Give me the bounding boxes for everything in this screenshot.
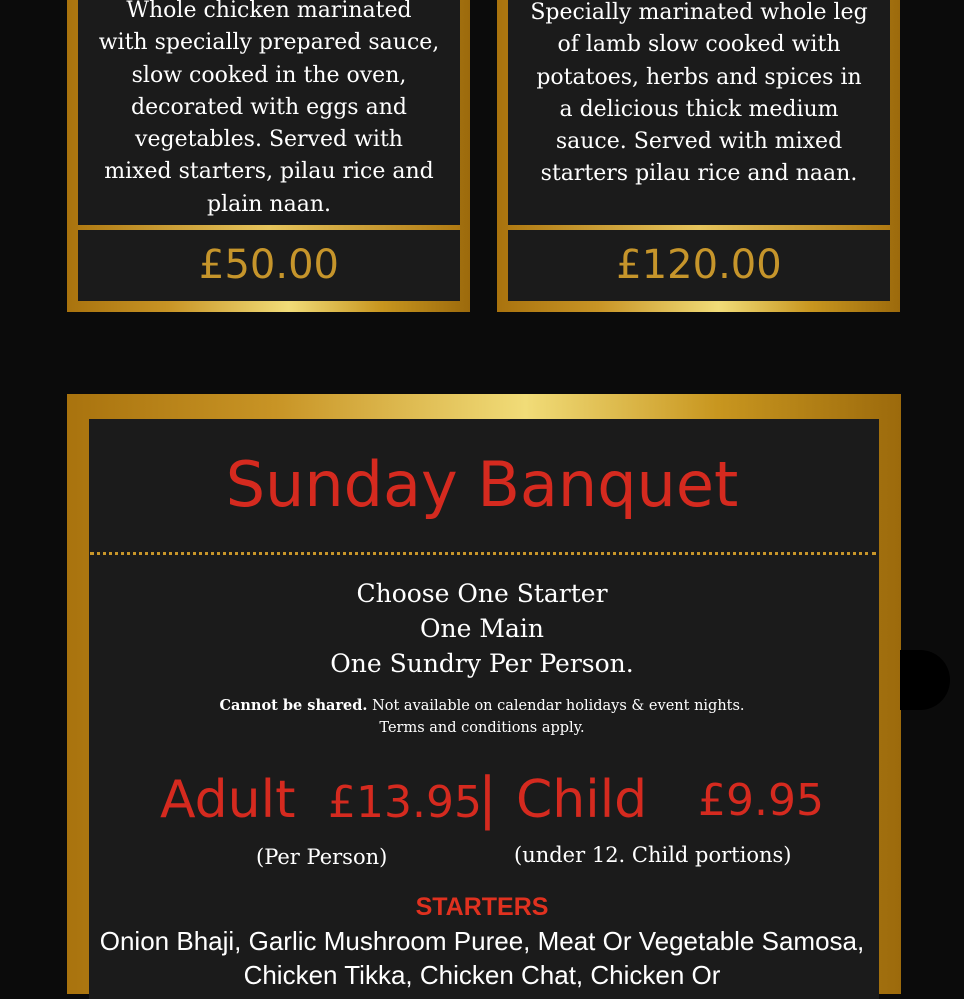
right-card — [508, 0, 890, 301]
child-label: Child — [516, 770, 648, 830]
banquet-terms — [195, 695, 769, 739]
left-card-description: Whole chicken marinated with specially prepared sauce, slow cooked in the oven, decorated with eggs and vegetables. Served with mixed starters, pilau rice and plain naan. — [98, 0, 440, 217]
adult-price: £13.95 — [328, 777, 482, 828]
starters-heading: STARTERS — [415, 893, 549, 921]
adult-note: (Per Person) — [256, 845, 388, 869]
right-card-description: Specially marinated whole leg of lamb slow cooked with potatoes, herbs and spices in a delicious thick medium sauce. Served with mixed starters pilau rice and naan. — [530, 0, 868, 187]
adult-label: Adult — [160, 770, 296, 830]
banquet-divider — [90, 552, 876, 555]
child-note: (under 12. Child portions) — [514, 843, 792, 867]
banquet-choose-text: Choose One Starter One Main One Sundry Per Person. — [330, 579, 634, 678]
left-card-divider — [78, 225, 460, 230]
right-card-divider — [508, 225, 890, 230]
terms-bold: Cannot be shared. — [219, 697, 368, 714]
banquet-title: Sunday Banquet — [225, 448, 739, 521]
right-card-price: £120.00 — [616, 242, 782, 288]
starters-list: Onion Bhaji, Garlic Mushroom Puree, Meat Or Vegetable Samosa, Chicken Tikka, Chicken Chat, Chicken Or — [99, 926, 865, 990]
terms-rest: Not available on calendar holidays & event nights. Terms and conditions apply. — [367, 698, 745, 736]
price-separator: | — [478, 766, 497, 831]
left-card — [78, 0, 460, 301]
child-price: £9.95 — [698, 775, 824, 826]
left-card-price: £50.00 — [199, 242, 339, 288]
